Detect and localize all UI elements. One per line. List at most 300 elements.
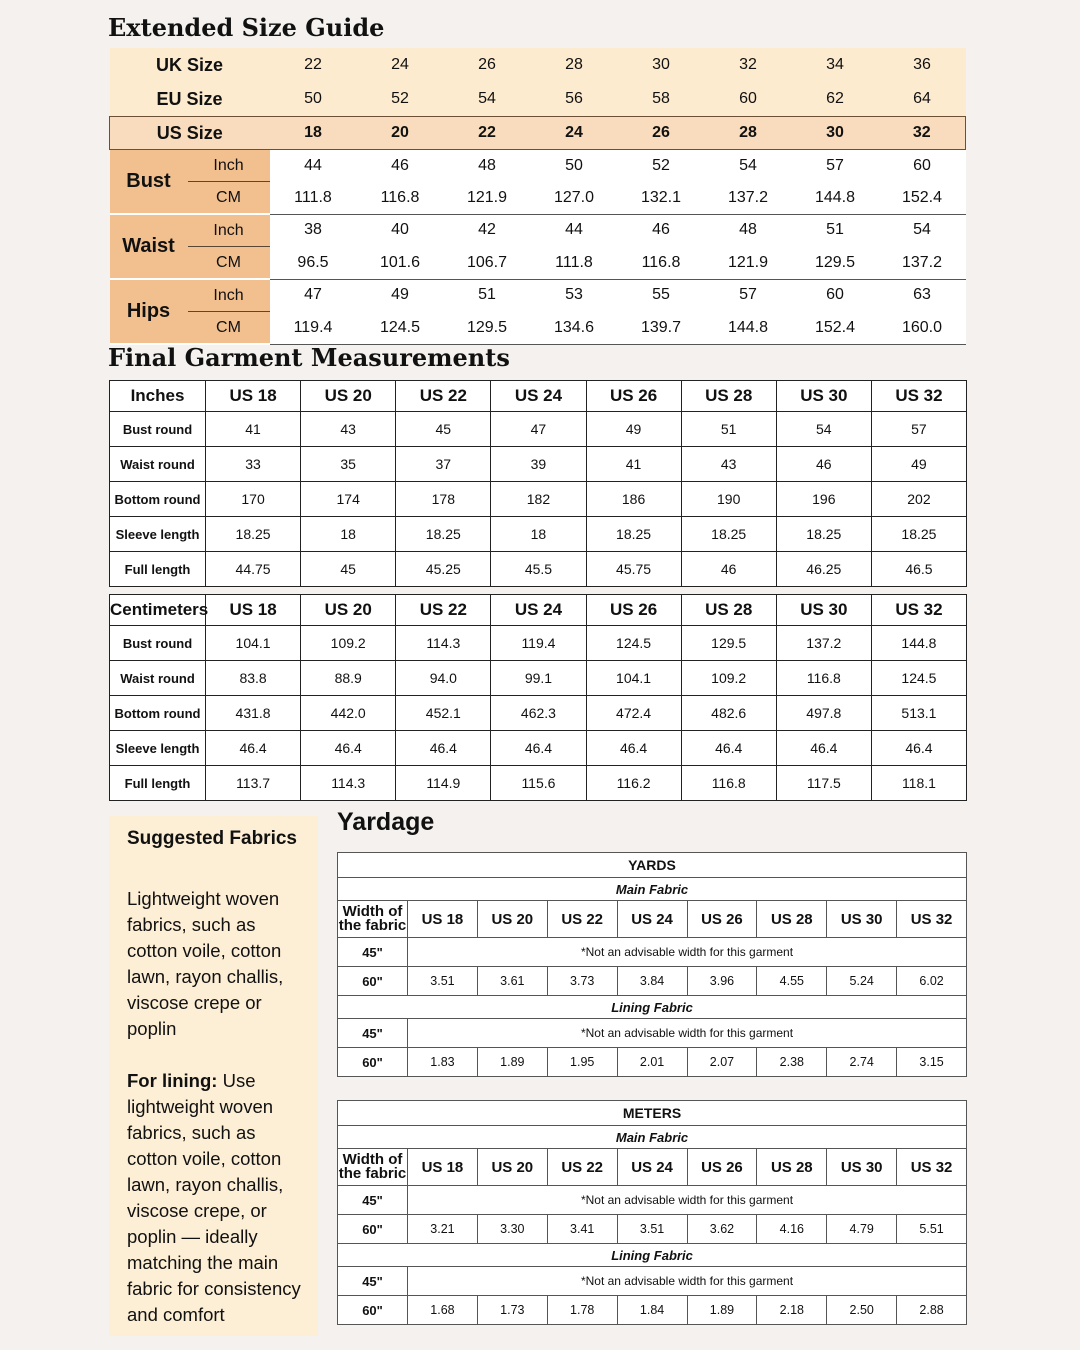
row-label: Bottom round xyxy=(110,482,206,517)
yardage-value: 4.55 xyxy=(757,967,827,996)
yardage-header-row xyxy=(338,1149,967,1186)
size-header: US 26 xyxy=(586,381,681,412)
yardage-value: 3.21 xyxy=(408,1215,478,1244)
measurement-value: 45.25 xyxy=(396,552,491,587)
size-header: US 24 xyxy=(491,381,586,412)
fabric-section-row xyxy=(338,878,967,901)
table-row xyxy=(110,766,967,801)
yardage-header-row xyxy=(338,901,967,938)
bust-cm-value: 111.8 xyxy=(270,182,357,215)
yardage-value: 4.16 xyxy=(757,1215,827,1244)
width-60-row xyxy=(338,967,967,996)
unit-header: Inches xyxy=(110,381,206,412)
measurement-value: 116.8 xyxy=(776,661,871,696)
lining-label: For lining: xyxy=(127,1070,218,1091)
measurement-value: 18.25 xyxy=(586,517,681,552)
measurement-value: 41 xyxy=(586,447,681,482)
yardage-unit-row xyxy=(338,1101,967,1126)
uk-size-value: 26 xyxy=(444,48,531,82)
yardage-value: 3.30 xyxy=(477,1215,547,1244)
yardage-value: 5.51 xyxy=(897,1215,967,1244)
not-advisable-note: *Not an advisable width for this garment xyxy=(408,1019,967,1048)
size-header: US 18 xyxy=(206,595,301,626)
yardage-value: 1.89 xyxy=(477,1048,547,1077)
size-header: US 32 xyxy=(871,381,966,412)
measurement-value: 129.5 xyxy=(681,626,776,661)
bust-inch-row xyxy=(110,150,966,182)
row-label: Full length xyxy=(110,552,206,587)
yardage-value: 3.73 xyxy=(547,967,617,996)
measurement-value: 124.5 xyxy=(871,661,966,696)
waist-cm-value: 116.8 xyxy=(618,247,705,280)
table-row xyxy=(110,447,967,482)
measurement-value: 47 xyxy=(491,412,586,447)
width-60-label: 60" xyxy=(338,1296,408,1325)
yardage-value: 6.02 xyxy=(897,967,967,996)
waist-inch-value: 38 xyxy=(270,214,357,247)
measurement-value: 18.25 xyxy=(396,517,491,552)
measurement-value: 35 xyxy=(301,447,396,482)
hips-inch-value: 49 xyxy=(357,279,444,312)
uk-size-value: 32 xyxy=(705,48,792,82)
hips-cm-value: 139.7 xyxy=(618,312,705,345)
bust-inch-value: 50 xyxy=(531,150,618,182)
measurement-value: 109.2 xyxy=(681,661,776,696)
measurement-value: 45.5 xyxy=(491,552,586,587)
suggested-fabrics-panel xyxy=(109,816,318,1336)
width-of-fabric-label xyxy=(338,1149,408,1186)
yardage-value: 3.51 xyxy=(408,967,478,996)
width-60-label: 60" xyxy=(338,1048,408,1077)
suggested-fabrics-title: Suggested Fabrics xyxy=(127,828,297,849)
table-row xyxy=(110,482,967,517)
fabric-section-row xyxy=(338,1244,967,1267)
size-header: US 28 xyxy=(681,381,776,412)
fabric-section-title: Lining Fabric xyxy=(338,1244,967,1267)
measurement-value: 116.8 xyxy=(681,766,776,801)
width-60-row xyxy=(338,1048,967,1077)
width-45-label: 45" xyxy=(338,1186,408,1215)
uk-size-value: 28 xyxy=(531,48,618,82)
hips-cm-value: 134.6 xyxy=(531,312,618,345)
size-header: US 18 xyxy=(206,381,301,412)
measurement-value: 202 xyxy=(871,482,966,517)
hips-cm-value: 144.8 xyxy=(705,312,792,345)
hips-inch-row xyxy=(110,279,966,312)
size-header: US 30 xyxy=(776,381,871,412)
eu-size-value: 58 xyxy=(618,82,705,117)
width-60-row xyxy=(338,1296,967,1325)
uk-size-value: 24 xyxy=(357,48,444,82)
waist-inch-value: 48 xyxy=(705,214,792,247)
measurement-value: 115.6 xyxy=(491,766,586,801)
final-garment-centimeters-table xyxy=(109,594,967,801)
hips-cm-unit: CM xyxy=(188,312,270,345)
table-row xyxy=(110,731,967,766)
width-60-label: 60" xyxy=(338,967,408,996)
width-45-label: 45" xyxy=(338,1267,408,1296)
measurement-value: 119.4 xyxy=(491,626,586,661)
measurement-value: 137.2 xyxy=(776,626,871,661)
final-garment-header-row xyxy=(110,381,967,412)
measurement-value: 196 xyxy=(776,482,871,517)
measurement-value: 182 xyxy=(491,482,586,517)
measurement-value: 39 xyxy=(491,447,586,482)
lining-fabrics-text xyxy=(127,1068,304,1328)
waist-cm-value: 121.9 xyxy=(705,247,792,280)
size-header: US 20 xyxy=(477,1149,547,1186)
width-label-line1: Width of xyxy=(342,903,403,920)
bust-cm-value: 144.8 xyxy=(792,182,879,215)
size-header: US 22 xyxy=(547,901,617,938)
table-row xyxy=(110,552,967,587)
not-advisable-note: *Not an advisable width for this garment xyxy=(408,1267,967,1296)
hips-inch-value: 55 xyxy=(618,279,705,312)
measurement-value: 46.5 xyxy=(871,552,966,587)
row-label: Waist round xyxy=(110,661,206,696)
row-label: Full length xyxy=(110,766,206,801)
width-45-label: 45" xyxy=(338,938,408,967)
measurement-value: 49 xyxy=(586,412,681,447)
measurement-value: 46.4 xyxy=(871,731,966,766)
measurement-value: 116.2 xyxy=(586,766,681,801)
fabric-section-title: Main Fabric xyxy=(338,1126,967,1149)
waist-cm-value: 106.7 xyxy=(444,247,531,280)
measurement-value: 186 xyxy=(586,482,681,517)
suggested-fabrics-text: Lightweight woven fabrics, such as cotton voile, cotton lawn, rayon challis, viscose crepe or poplin xyxy=(127,888,284,1039)
final-garment-title: Final Garment Measurements xyxy=(108,343,510,372)
yardage-value: 2.07 xyxy=(687,1048,757,1077)
yardage-value: 3.96 xyxy=(687,967,757,996)
bust-cm-value: 116.8 xyxy=(357,182,444,215)
size-header: US 32 xyxy=(897,901,967,938)
final-garment-header-row xyxy=(110,595,967,626)
measurement-value: 88.9 xyxy=(301,661,396,696)
waist-inch-value: 46 xyxy=(618,214,705,247)
bust-cm-value: 132.1 xyxy=(618,182,705,215)
us-size-value: 26 xyxy=(618,117,705,150)
width-45-row xyxy=(338,938,967,967)
yardage-unit-title: YARDS xyxy=(338,853,967,878)
measurement-value: 174 xyxy=(301,482,396,517)
eu-size-value: 56 xyxy=(531,82,618,117)
width-label-line1: Width of xyxy=(342,1151,403,1168)
us-size-value: 18 xyxy=(270,117,357,150)
size-header: US 18 xyxy=(408,1149,478,1186)
yardage-value: 3.51 xyxy=(617,1215,687,1244)
hips-inch-value: 63 xyxy=(879,279,966,312)
measurement-value: 41 xyxy=(206,412,301,447)
measurement-value: 54 xyxy=(776,412,871,447)
yardage-value: 3.41 xyxy=(547,1215,617,1244)
uk-size-label: UK Size xyxy=(110,48,270,82)
size-header: US 24 xyxy=(491,595,586,626)
measurement-value: 18 xyxy=(301,517,396,552)
waist-inch-value: 54 xyxy=(879,214,966,247)
uk-size-value: 30 xyxy=(618,48,705,82)
yardage-value: 2.74 xyxy=(827,1048,897,1077)
waist-cm-row xyxy=(110,247,966,280)
us-size-value: 20 xyxy=(357,117,444,150)
measurement-value: 113.7 xyxy=(206,766,301,801)
yardage-value: 1.84 xyxy=(617,1296,687,1325)
measurement-value: 442.0 xyxy=(301,696,396,731)
yardage-value: 2.01 xyxy=(617,1048,687,1077)
measurement-value: 178 xyxy=(396,482,491,517)
hips-inch-value: 51 xyxy=(444,279,531,312)
measurement-value: 117.5 xyxy=(776,766,871,801)
measurement-value: 46.4 xyxy=(491,731,586,766)
size-header: US 32 xyxy=(871,595,966,626)
width-45-label: 45" xyxy=(338,1019,408,1048)
size-header: US 28 xyxy=(757,901,827,938)
eu-size-value: 60 xyxy=(705,82,792,117)
size-header: US 20 xyxy=(477,901,547,938)
uk-size-row xyxy=(110,48,966,82)
size-header: US 22 xyxy=(547,1149,617,1186)
hips-inch-value: 57 xyxy=(705,279,792,312)
measurement-value: 104.1 xyxy=(206,626,301,661)
waist-inch-value: 40 xyxy=(357,214,444,247)
measurement-value: 452.1 xyxy=(396,696,491,731)
table-row xyxy=(110,626,967,661)
fabric-section-title: Main Fabric xyxy=(338,878,967,901)
unit-header: Centimeters xyxy=(110,595,206,626)
waist-cm-value: 111.8 xyxy=(531,247,618,280)
yardage-value: 1.83 xyxy=(408,1048,478,1077)
bust-inch-value: 48 xyxy=(444,150,531,182)
measurement-value: 18.25 xyxy=(871,517,966,552)
row-label: Bottom round xyxy=(110,696,206,731)
bust-inch-value: 54 xyxy=(705,150,792,182)
size-header: US 28 xyxy=(681,595,776,626)
measurement-value: 472.4 xyxy=(586,696,681,731)
us-size-value: 22 xyxy=(444,117,531,150)
measurement-value: 114.3 xyxy=(396,626,491,661)
measurement-value: 497.8 xyxy=(776,696,871,731)
measurement-value: 45 xyxy=(396,412,491,447)
bust-cm-row xyxy=(110,182,966,215)
eu-size-value: 64 xyxy=(879,82,966,117)
measurement-value: 109.2 xyxy=(301,626,396,661)
measurement-value: 482.6 xyxy=(681,696,776,731)
table-row xyxy=(110,661,967,696)
measurement-value: 18 xyxy=(491,517,586,552)
measurement-value: 46.25 xyxy=(776,552,871,587)
waist-cm-value: 129.5 xyxy=(792,247,879,280)
row-label: Bust round xyxy=(110,626,206,661)
yardage-value: 2.50 xyxy=(827,1296,897,1325)
hips-cm-value: 129.5 xyxy=(444,312,531,345)
measurement-value: 104.1 xyxy=(586,661,681,696)
hips-cm-value: 124.5 xyxy=(357,312,444,345)
waist-inch-value: 42 xyxy=(444,214,531,247)
measurement-value: 43 xyxy=(301,412,396,447)
measurement-value: 83.8 xyxy=(206,661,301,696)
table-row xyxy=(110,412,967,447)
width-45-row xyxy=(338,1019,967,1048)
us-size-label: US Size xyxy=(110,117,270,150)
size-header: US 26 xyxy=(687,901,757,938)
width-60-label: 60" xyxy=(338,1215,408,1244)
width-label-line2: the fabric xyxy=(338,1165,407,1182)
yardage-value: 1.68 xyxy=(408,1296,478,1325)
row-label: Bust round xyxy=(110,412,206,447)
hips-cm-value: 119.4 xyxy=(270,312,357,345)
waist-inch-value: 51 xyxy=(792,214,879,247)
bust-cm-value: 152.4 xyxy=(879,182,966,215)
bust-inch-value: 44 xyxy=(270,150,357,182)
size-header: US 22 xyxy=(396,381,491,412)
bust-cm-unit: CM xyxy=(188,182,270,215)
bust-inch-value: 57 xyxy=(792,150,879,182)
yardage-value: 5.24 xyxy=(827,967,897,996)
yardage-yards-table xyxy=(337,852,967,1077)
size-header: US 28 xyxy=(757,1149,827,1186)
bust-cm-value: 121.9 xyxy=(444,182,531,215)
row-label: Sleeve length xyxy=(110,731,206,766)
waist-cm-value: 137.2 xyxy=(879,247,966,280)
eu-size-value: 54 xyxy=(444,82,531,117)
hips-cm-value: 160.0 xyxy=(879,312,966,345)
fabric-section-row xyxy=(338,1126,967,1149)
measurement-value: 190 xyxy=(681,482,776,517)
width-45-row xyxy=(338,1186,967,1215)
measurement-value: 99.1 xyxy=(491,661,586,696)
hips-cm-row xyxy=(110,312,966,345)
width-of-fabric-label xyxy=(338,901,408,938)
waist-cm-value: 96.5 xyxy=(270,247,357,280)
measurement-value: 43 xyxy=(681,447,776,482)
yardage-value: 3.61 xyxy=(477,967,547,996)
measurement-value: 46.4 xyxy=(396,731,491,766)
eu-size-row xyxy=(110,82,966,117)
yardage-meters-table xyxy=(337,1100,967,1325)
size-header: US 22 xyxy=(396,595,491,626)
us-size-value: 24 xyxy=(531,117,618,150)
measurement-value: 118.1 xyxy=(871,766,966,801)
bust-inch-value: 46 xyxy=(357,150,444,182)
measurement-value: 513.1 xyxy=(871,696,966,731)
yardage-value: 1.89 xyxy=(687,1296,757,1325)
measurement-value: 46.4 xyxy=(206,731,301,766)
hips-label: Hips xyxy=(110,279,188,344)
measurement-value: 46.4 xyxy=(681,731,776,766)
bust-inch-unit: Inch xyxy=(188,150,270,182)
measurement-value: 18.25 xyxy=(681,517,776,552)
us-size-value: 30 xyxy=(792,117,879,150)
yardage-unit-title: METERS xyxy=(338,1101,967,1126)
eu-size-label: EU Size xyxy=(110,82,270,117)
measurement-value: 46.4 xyxy=(301,731,396,766)
yardage-value: 3.62 xyxy=(687,1215,757,1244)
size-header: US 26 xyxy=(687,1149,757,1186)
measurement-value: 37 xyxy=(396,447,491,482)
measurement-value: 44.75 xyxy=(206,552,301,587)
fabric-section-title: Lining Fabric xyxy=(338,996,967,1019)
yardage-value: 2.38 xyxy=(757,1048,827,1077)
size-header: US 26 xyxy=(586,595,681,626)
yardage-value: 1.95 xyxy=(547,1048,617,1077)
size-header: US 18 xyxy=(408,901,478,938)
hips-cm-value: 152.4 xyxy=(792,312,879,345)
width-60-row xyxy=(338,1215,967,1244)
measurement-value: 46 xyxy=(681,552,776,587)
extended-size-guide-title: Extended Size Guide xyxy=(108,13,385,42)
hips-inch-value: 60 xyxy=(792,279,879,312)
waist-cm-value: 101.6 xyxy=(357,247,444,280)
bust-label: Bust xyxy=(110,150,188,215)
size-header: US 24 xyxy=(617,1149,687,1186)
us-size-value: 28 xyxy=(705,117,792,150)
measurement-value: 45 xyxy=(301,552,396,587)
size-header: US 30 xyxy=(776,595,871,626)
not-advisable-note: *Not an advisable width for this garment xyxy=(408,938,967,967)
measurement-value: 46.4 xyxy=(776,731,871,766)
table-row xyxy=(110,517,967,552)
bust-cm-value: 137.2 xyxy=(705,182,792,215)
measurement-value: 51 xyxy=(681,412,776,447)
measurement-value: 46 xyxy=(776,447,871,482)
yardage-value: 3.84 xyxy=(617,967,687,996)
width-label-line2: the fabric xyxy=(338,917,407,934)
measurement-value: 462.3 xyxy=(491,696,586,731)
fabric-section-row xyxy=(338,996,967,1019)
uk-size-value: 22 xyxy=(270,48,357,82)
size-header: US 30 xyxy=(827,1149,897,1186)
yardage-value: 2.18 xyxy=(757,1296,827,1325)
yardage-value: 2.88 xyxy=(897,1296,967,1325)
measurement-value: 49 xyxy=(871,447,966,482)
measurement-value: 431.8 xyxy=(206,696,301,731)
not-advisable-note: *Not an advisable width for this garment xyxy=(408,1186,967,1215)
measurement-value: 46.4 xyxy=(586,731,681,766)
size-header: US 30 xyxy=(827,901,897,938)
measurement-value: 114.3 xyxy=(301,766,396,801)
us-size-row xyxy=(110,117,966,150)
uk-size-value: 34 xyxy=(792,48,879,82)
yardage-unit-row xyxy=(338,853,967,878)
measurement-value: 144.8 xyxy=(871,626,966,661)
row-label: Waist round xyxy=(110,447,206,482)
yardage-title: Yardage xyxy=(337,808,435,836)
uk-size-value: 36 xyxy=(879,48,966,82)
lining-text: Use lightweight woven fabrics, such as cotton voile, cotton lawn, rayon challis, viscose crepe, or poplin — ideally matching the main fabric for consistency and comfort xyxy=(127,1070,301,1325)
waist-inch-row xyxy=(110,214,966,247)
measurement-value: 170 xyxy=(206,482,301,517)
bust-inch-value: 52 xyxy=(618,150,705,182)
width-45-row xyxy=(338,1267,967,1296)
yardage-value: 4.79 xyxy=(827,1215,897,1244)
eu-size-value: 62 xyxy=(792,82,879,117)
waist-cm-unit: CM xyxy=(188,247,270,280)
measurement-value: 18.25 xyxy=(776,517,871,552)
yardage-value: 1.78 xyxy=(547,1296,617,1325)
size-header: US 32 xyxy=(897,1149,967,1186)
bust-inch-value: 60 xyxy=(879,150,966,182)
yardage-value: 1.73 xyxy=(477,1296,547,1325)
table-row xyxy=(110,696,967,731)
size-header: US 20 xyxy=(301,595,396,626)
waist-inch-value: 44 xyxy=(531,214,618,247)
measurement-value: 18.25 xyxy=(206,517,301,552)
waist-label: Waist xyxy=(110,214,188,279)
measurement-value: 94.0 xyxy=(396,661,491,696)
yardage-value: 3.15 xyxy=(897,1048,967,1077)
measurement-value: 124.5 xyxy=(586,626,681,661)
bust-cm-value: 127.0 xyxy=(531,182,618,215)
measurement-value: 33 xyxy=(206,447,301,482)
